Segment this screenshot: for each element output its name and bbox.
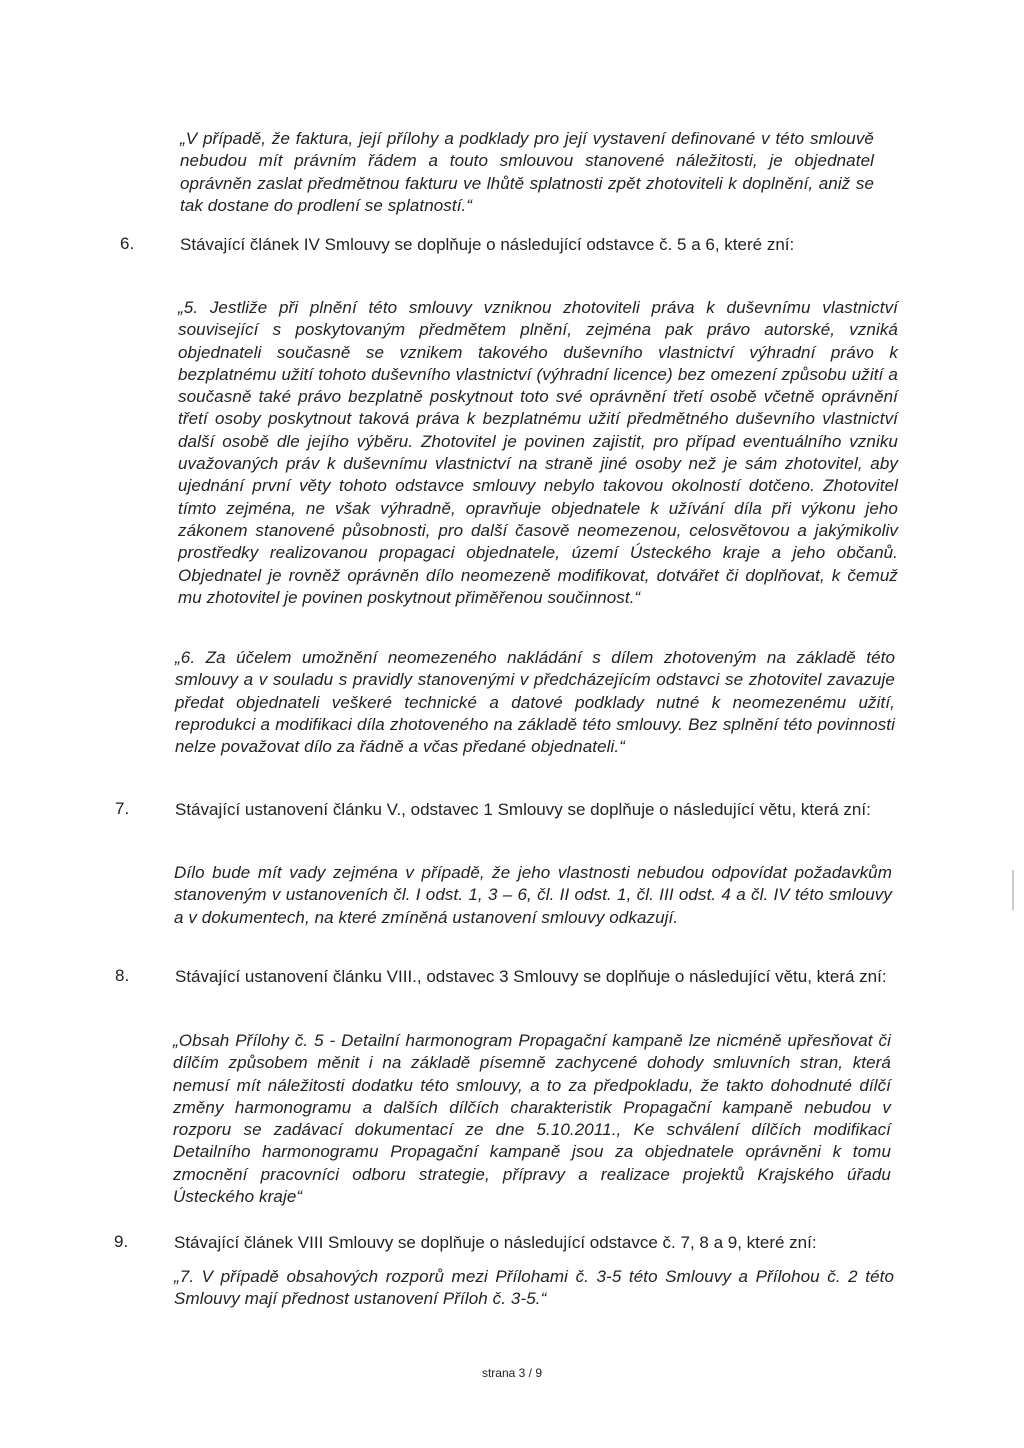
scan-edge-mark [1012, 870, 1014, 910]
page-number-footer: strana 3 / 9 [481, 1366, 543, 1380]
item-9-quote: „7. V případě obsahových rozporů mezi Přílohami č. 3-5 této Smlouvy a Přílohou č. 2 této Smlouvy mají přednost ustanovení Příloh č. 3-5.“ [174, 1267, 894, 1309]
item-8-heading: Stávající ustanovení článku VIII., odstavec 3 Smlouvy se doplňuje o následující větu, která zní: [175, 967, 887, 986]
item-7-quote: Dílo bude mít vady zejména v případě, že jeho vlastnosti nebudou odpovídat požadavkům stanoveným v ustanoveních čl. I odst. 1, 3 – 6, čl. II odst. 1, čl. III odst. 4 a čl. IV této smlouvy a v dokumentech, na které zmíněná ustanovení smlouvy odkazují. [174, 863, 892, 927]
item-6-paragraph-5: „5. Jestliže při plnění této smlouvy vzniknou zhotoviteli práva k duševnímu vlastnictví související s poskytovaným předmětem plnění, zejména pak právo autorské, vzniká objednateli současně se vznikem takového duševního vlastnictví výhradní právo k bezplatnému užití tohoto duševního vlastnictví (výhradní licence) bez omezení způsobu užití a současně také právo bezplatně poskytnout toto své oprávnění třetí osobě včetně oprávnění třetí osoby poskytnout taková práva k bezplatnému užití předmětného duševního vlastnictví další osobě dle jejího výběru. Zhotovitel je povinen zajistit, pro případ eventuálního vzniku uvažovaných práv k duševnímu vlastnictví na straně jiné osoby než je sám zhotovitel, aby ujednání první věty tohoto odstavce smlouvy nebylo takovou okolností dotčeno. Zhotovitel tímto zejména, ne však výhradně, opravňuje objednatele k užívání díla při výkonu jeho zákonem stanovené působnosti, pro další časově neomezenou, celosvětovou a jakýmikoliv prostředky realizovanou propagaci objednatele, území Ústeckého kraje a jeho občanů. Objednatel je rovněž oprávněn dílo neomezeně modifikovat, dotvářet či doplňovat, k čemuž mu zhotovitel je povinen poskytnout přiměřenou součinnost.“ [178, 298, 898, 607]
item-6-heading: Stávající článek IV Smlouvy se doplňuje o následující odstavce č. 5 a 6, které zní: [180, 235, 795, 254]
item-9-number: 9. [114, 1232, 129, 1251]
intro-quote-paragraph: „V případě, že faktura, její přílohy a podklady pro její vystavení definované v této smlouvě nebudou mít právním řádem a touto smlouvou stanovené náležitosti, je objednatel oprávněn zaslat předmětnou fakturu ve lhůtě splatnosti zpět zhotoviteli k doplnění, aniž se tak dostane do prodlení se splatností.“ [180, 129, 874, 215]
item-6-paragraph-6: „6. Za účelem umožnění neomezeného nakládání s dílem zhotoveným na základě této smlouvy a v souladu s pravidly stanovenými v předcházejícím odstavci se zhotovitel zavazuje předat objednateli veškeré technické a datové podklady nutné k neomezenému užití, reprodukci a modifikaci díla zhotoveného na základě této smlouvy. Bez splnění této povinnosti nelze považovat dílo za řádně a včas předané objednateli.“ [175, 648, 895, 757]
item-8-quote: „Obsah Přílohy č. 5 - Detailní harmonogram Propagační kampaně lze nicméně upřesňovat či dílčím způsobem měnit i na základě písemně zachycené dohody smluvních stran, která nemusí mít náležitosti dodatku této smlouvy, a to za předpokladu, že takto dohodnuté dílčí změny harmonogramu a dalších dílčích charakteristik Propagační kampaně nebudou v rozporu se zadávací dokumentací ze dne 5.10.2011., Ke schválení dílčích modifikací Detailního harmonogramu Propagační kampaně jsou za objednatele oprávněni k tomu zmocnění pracovníci odboru strategie, přípravy a realizace projektů Krajského úřadu Ústeckého kraje“ [173, 1031, 891, 1207]
item-7-number: 7. [115, 799, 130, 818]
item-6-number: 6. [120, 234, 135, 253]
item-7-heading: Stávající ustanovení článku V., odstavec 1 Smlouvy se doplňuje o následující větu, která zní: [175, 800, 871, 819]
item-9-heading: Stávající článek VIII Smlouvy se doplňuje o následující odstavce č. 7, 8 a 9, které zní: [174, 1233, 817, 1252]
item-8-number: 8. [115, 966, 130, 985]
